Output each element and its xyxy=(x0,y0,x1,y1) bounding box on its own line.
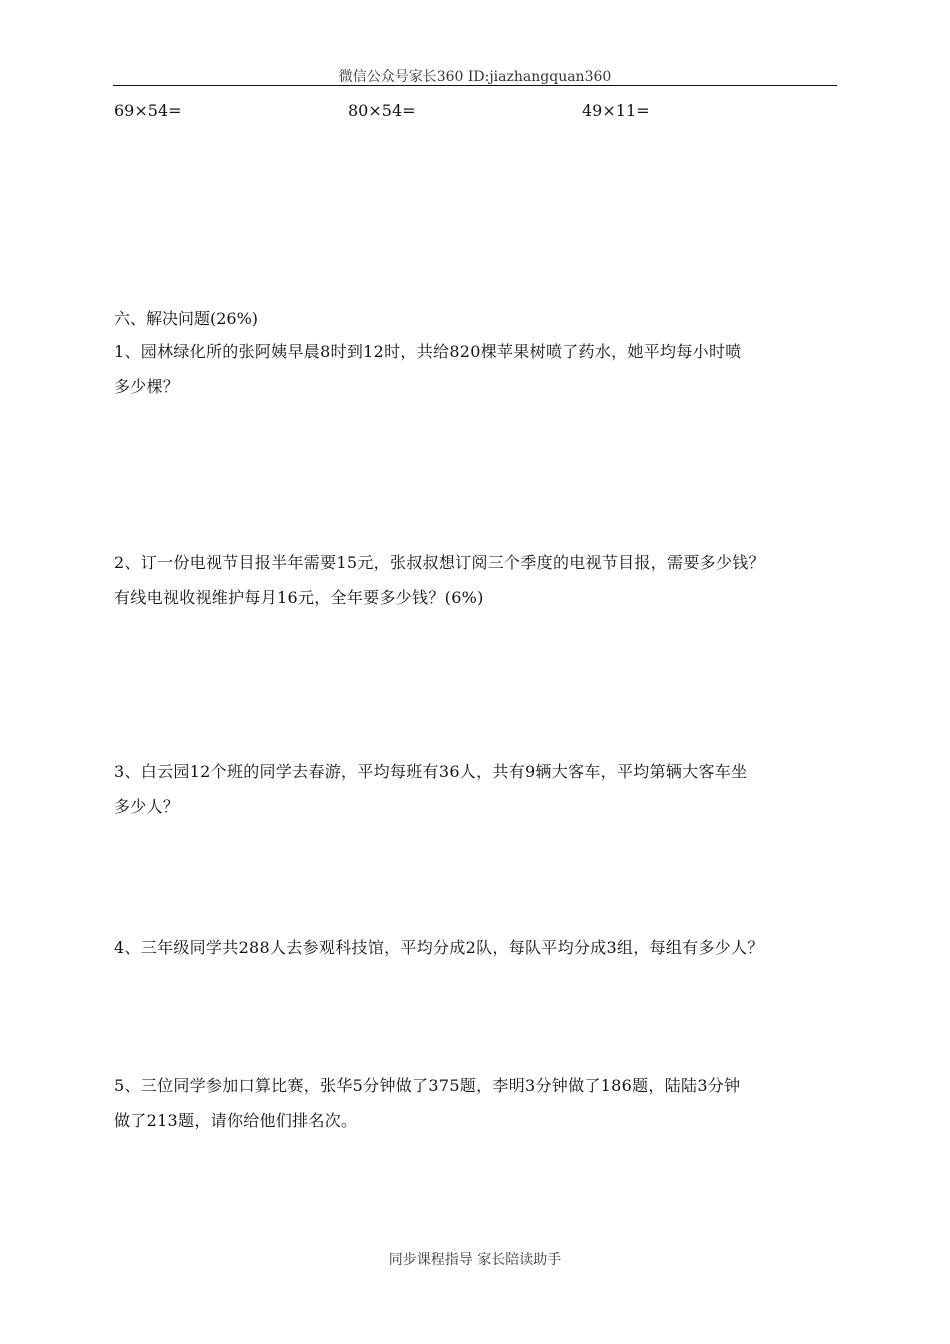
problem-line: 多少人？ xyxy=(114,797,180,816)
calculation-item: 69×54= xyxy=(114,101,182,120)
header-divider xyxy=(113,85,837,86)
problem-line: 2、订一份电视节目报半年需要15元，张叔叔想订阅三个季度的电视节目报，需要多少钱？ xyxy=(114,553,765,572)
problem-line: 多少棵？ xyxy=(114,377,180,396)
problem-3 xyxy=(114,754,854,824)
problem-line: 4、三年级同学共288人去参观科技馆，平均分成2队，每队平均分成3组，每组有多少人？ xyxy=(114,938,764,957)
problem-line: 3、白云园12个班的同学去春游，平均每班有36人，共有9辆大客车，平均第辆大客车坐 xyxy=(114,762,748,781)
section-title: 六、解决问题(26%) xyxy=(114,309,259,328)
calculation-item: 49×11= xyxy=(582,101,650,120)
problem-1 xyxy=(114,334,854,404)
problem-line: 有线电视收视维护每月16元，全年要多少钱？(6%) xyxy=(114,588,484,607)
problem-line: 做了213题，请你给他们排名次。 xyxy=(114,1111,358,1130)
problem-5 xyxy=(114,1068,854,1138)
page-footer: 同步课程指导 家长陪读助手 xyxy=(388,1252,562,1268)
problem-2 xyxy=(114,545,854,615)
problem-4 xyxy=(114,930,854,965)
calculation-item: 80×54= xyxy=(348,101,416,120)
header-text: 微信公众号家长360 ID:jiazhangquan360 xyxy=(338,69,612,85)
problem-line: 5、三位同学参加口算比赛，张华5分钟做了375题，李明3分钟做了186题，陆陆3分钟 xyxy=(114,1076,741,1095)
problem-line: 1、园林绿化所的张阿姨早晨8时到12时，共给820棵苹果树喷了药水，她平均每小时喷 xyxy=(114,342,742,361)
